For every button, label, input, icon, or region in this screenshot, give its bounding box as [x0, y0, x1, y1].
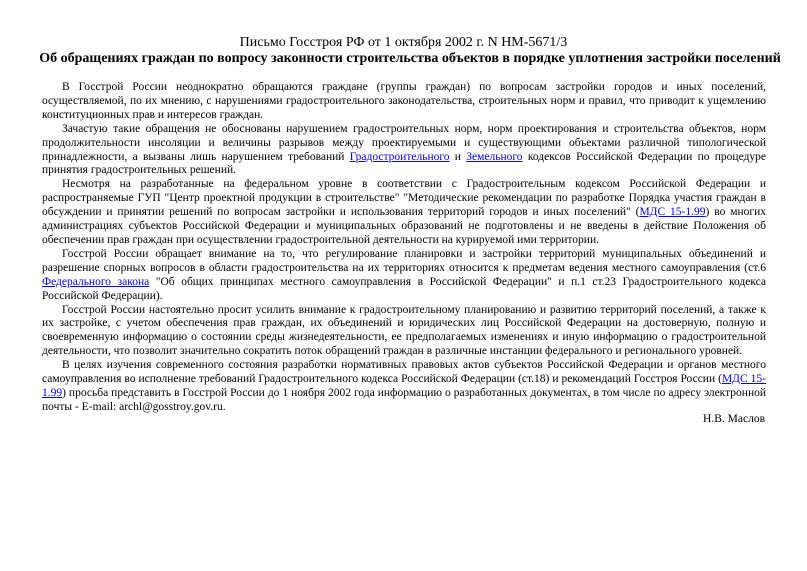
signature: Н.В. Маслов — [703, 413, 765, 425]
paragraph-3-text-2: ) во многих администрациях субъектов Российской Федерации и муниципальных образований не подготовлены и не введены в действие Положения об обеспечении прав граждан при осуществлении градостроительной деятельности на курируемой ими территории. — [42, 206, 766, 246]
paragraph-2 — [42, 123, 766, 179]
paragraph-4 — [42, 248, 766, 304]
paragraph-6-text-1: В целях изучения современного состояния разработки нормативных правовых актов субъектов Российской Федерации и органов местного самоуправления во исполнение требований Градостроительного кодекса Российской Федерации (ст.18) и рекомендаций Госстроя России ( — [42, 359, 766, 386]
document-subtitle: Об обращениях граждан по вопросу законности строительства объектов в порядке уплотнения застройки поселений — [39, 51, 781, 66]
paragraph-6-text-2: ) просьба представить в Госстрой России до 1 ноября 2002 года информацию о разработанных документах, в том числе по адресу электронной почты - E-mail: archl@gosstroy.gov.ru. — [42, 386, 766, 413]
paragraph-3 — [42, 178, 766, 248]
paragraph-2-text-1: Зачастую такие обращения не обоснованы нарушением градостроительных норм, норм проектирования и строительства объектов, норм продолжительности инсоляции и величины разрывов между проектируемыми и существующими объектами различной типологической принадлежности, а вызваны лишь нарушением требований — [42, 122, 766, 163]
link-federal-law[interactable]: Федерального закона — [42, 275, 150, 288]
link-mds-15-1-99-second[interactable]: МДС 15-1.99 — [42, 373, 766, 399]
paragraph-4-text-1: Госстрой России обращает внимание на то, что регулирование планировки и застройки территорий муниципальных объединений и разрешение спорных вопросов в области градостроительства на их территориях относится к предметам ведения местного самоуправления (ст.6 — [42, 247, 766, 274]
paragraph-3-text-1: Несмотря на разработанные на федеральном уровне в соответствии с Градостроительным кодексом Российской Федерации и распространяемые ГУП "Центр проектной продукции в строительстве" "Методические рекомендации по разработке Порядка участия граждан в обсуждении и принятии решений по вопросам застройки и использования территорий городов и иных поселений" ( — [42, 178, 766, 219]
paragraph-6 — [42, 359, 766, 415]
paragraph-2-text-3: кодексов Российской Федерации по процедуре принятия градостроительных решений. — [42, 150, 766, 177]
paragraph-2-text-2: и — [449, 150, 467, 163]
document-body — [42, 81, 766, 415]
paragraph-5: Госстрой России настоятельно просит усилить внимание к градостроительному планированию и развитию территорий поселений, а также к их застройке, с учетом обеспечения прав граждан, их объединений и юридических лиц Российской Федерации на достоверную, полную и своевременную информацию о состоянии среды жизнедеятельности, ее предполагаемых изменениях и иную информацию о градостроительной деятельности, что позволит значительно сократить поток обращений граждан в различные инстанции федерального и регионального уровней. — [42, 303, 766, 358]
link-mds-15-1-99[interactable]: МДС 15-1.99 — [639, 206, 706, 219]
paragraph-4-text-2: "Об общих принципах местного самоуправления в Российской Федерации" и п.1 ст.23 Градостроительного кодекса Российской Федерации). — [42, 275, 766, 302]
link-gradostroitelny-code[interactable]: Градостроительного — [349, 150, 450, 163]
document-title: Письмо Госстроя РФ от 1 октября 2002 г. N НМ-5671/3 — [239, 35, 568, 50]
link-land-code[interactable]: Земельного — [466, 150, 523, 163]
paragraph-1: В Госстрой России неоднократно обращаются граждане (группы граждан) по вопросам застройки городов и иных поселений, осуществляемой, по их мнению, с нарушениями градостроительного законодательства, строительных норм и правил, что приводит к ущемлению конституционных прав и интересов граждан. — [42, 81, 766, 121]
